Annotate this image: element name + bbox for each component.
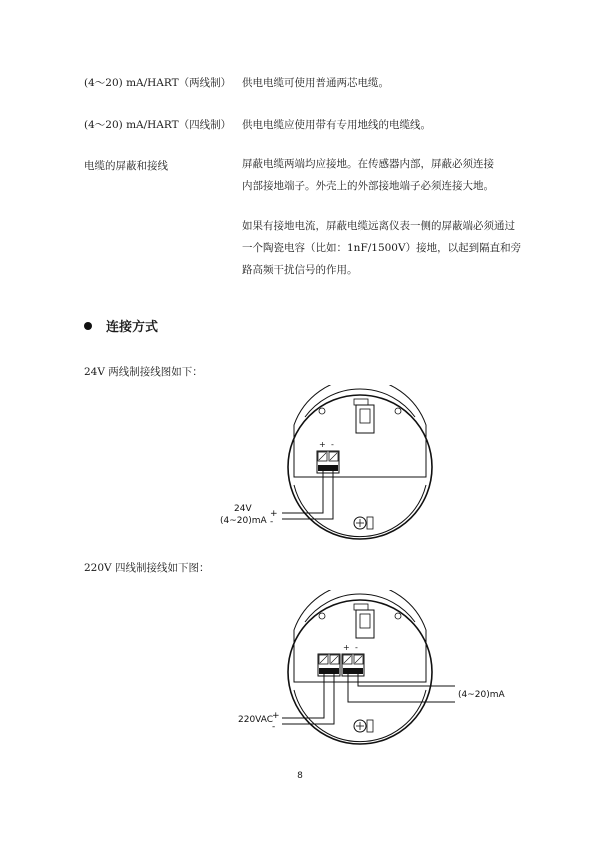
terminal-plus-label: + [343, 643, 350, 652]
two-wire-diagram [210, 385, 450, 545]
four-wire-diagram [230, 590, 520, 750]
diagram2-caption: 220V 四线制接线如下图： [84, 562, 210, 574]
voltage-label: 220VAC [238, 715, 274, 725]
shielding-p2-line-3: 路高频干扰信号的作用。 [242, 264, 358, 276]
row-desc-four-wire: 供电电缆应使用带有专用地线的电缆线。 [242, 119, 431, 131]
minus-sign: - [272, 722, 276, 732]
four-wire-diagram-svg [230, 590, 520, 750]
screw-hole-left [319, 408, 325, 414]
shielding-p2-line-2: 一个陶瓷电容（比如：1nF/1500V）接地，以起到隔直和旁 [242, 242, 522, 254]
shielding-p1-line-1: 屏蔽电缆两端均应接地。在传感器内部，屏蔽必须连接 [242, 158, 494, 170]
terminal-minus-label: - [331, 440, 334, 449]
row-desc-two-wire: 供电电缆可使用普通两芯电缆。 [242, 77, 389, 89]
voltage-label: 24V [234, 504, 252, 514]
row-label-two-wire: (4～20) mA/HART（两线制） [84, 77, 232, 89]
shielding-paragraph-2 [242, 215, 521, 281]
bullet-icon [84, 322, 92, 330]
display-window [360, 409, 370, 423]
current-label: (4~20)mA [458, 690, 505, 700]
screw-hole-right [395, 408, 401, 414]
shielding-p2-line-1: 如果有接地电流，屏蔽电缆远离仪表一侧的屏蔽端必须通过 [242, 220, 515, 232]
diagram1-caption: 24V 两线制接线图如下： [84, 366, 203, 378]
row-label-shielding: 电缆的屏蔽和接线 [84, 160, 168, 172]
shielding-paragraph-1 [242, 153, 494, 197]
plus-sign: + [270, 509, 278, 519]
screw-hole-left [319, 613, 325, 619]
terminal-minus-label: - [355, 643, 358, 652]
two-wire-diagram-svg [210, 385, 450, 545]
terminal-plus-label: + [319, 440, 326, 449]
minus-sign: - [270, 517, 274, 527]
plus-sign: + [272, 711, 280, 721]
page-number: 8 [297, 771, 303, 781]
section-heading-text: 连接方式 [106, 320, 159, 335]
ground-clamp [367, 517, 373, 529]
shielding-p1-line-2: 内部接地端子。外壳上的外部接地端子必须连接大地。 [242, 180, 494, 192]
row-label-four-wire: (4～20) mA/HART（四线制） [84, 119, 232, 131]
terminal-contacts [318, 465, 338, 471]
current-label: (4~20)mA [220, 516, 267, 526]
housing-inner-arc-bottom [294, 690, 426, 742]
display-window [360, 614, 370, 628]
wire-signal-1 [348, 674, 455, 702]
section-heading [84, 316, 158, 335]
top-tab [354, 604, 368, 610]
top-tab [354, 399, 368, 405]
wire-signal-2 [358, 674, 455, 686]
screw-hole-right [395, 613, 401, 619]
